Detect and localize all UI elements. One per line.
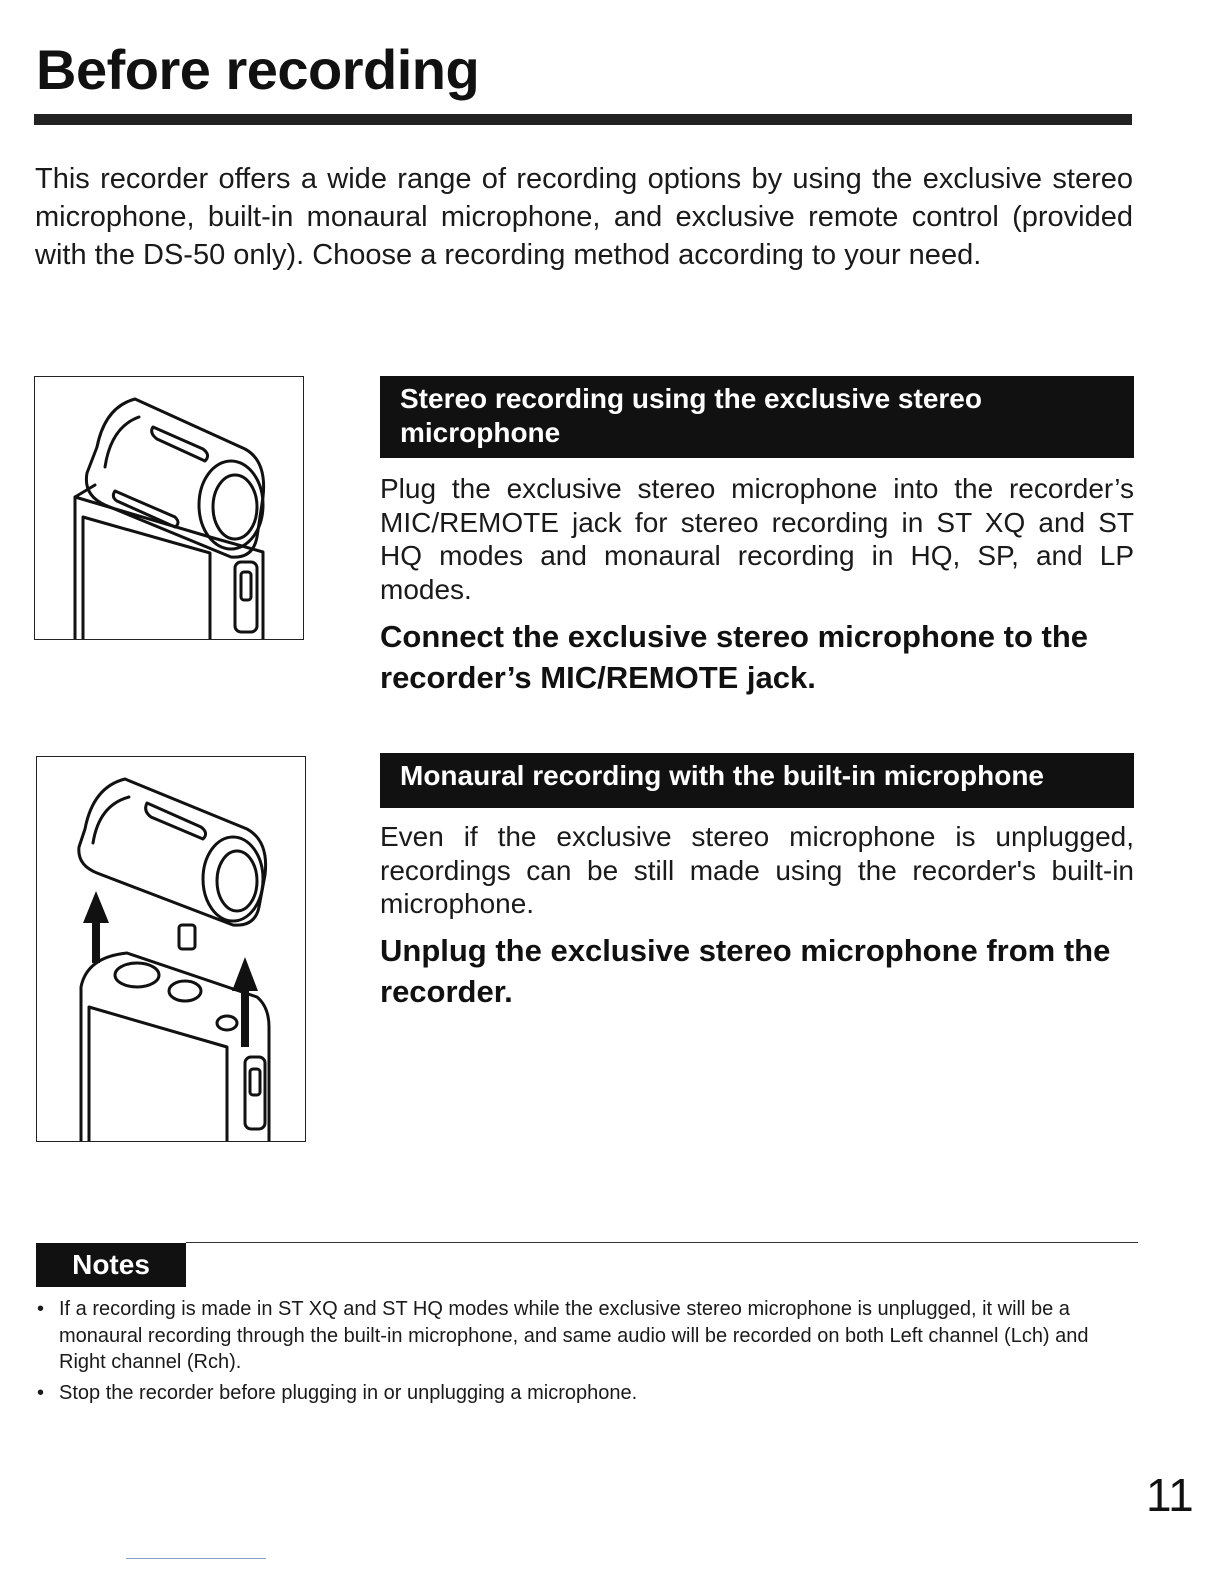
notes-list xyxy=(36,1296,1138,1410)
stereo-mic-attached-illustration xyxy=(34,376,304,640)
page-number: 11 xyxy=(1146,1469,1194,1521)
list-item: • If a recording is made in ST XQ and ST HQ modes while the exclusive stereo microphone is unplugged, it will be a monaural recording through the built-in microphone, and same audio will be recorded on both Left channel (Lch) and Right channel (Rch). xyxy=(36,1296,1138,1376)
section-header-stereo: Stereo recording using the exclusive stereo microphone xyxy=(380,376,1134,458)
stereo-mic-unplugged-illustration xyxy=(36,756,306,1142)
title-rule xyxy=(34,114,1132,125)
notes-rule xyxy=(186,1242,1138,1243)
section-body-stereo: Plug the exclusive stereo microphone into the recorder’s MIC/REMOTE jack for stereo recording in ST XQ and ST HQ modes and monaural recording in HQ, SP, and LP modes. xyxy=(380,473,1134,605)
notes-label: Notes xyxy=(36,1243,186,1287)
instruction-stereo: Connect the exclusive stereo microphone to the recorder’s MIC/REMOTE jack. xyxy=(380,619,1088,695)
footer-mark xyxy=(126,1558,266,1559)
section-body-monaural: Even if the exclusive stereo microphone is unplugged, recordings can be still made using the recorder's built-in microphone. xyxy=(380,821,1134,919)
instruction-monaural: Unplug the exclusive stereo microphone from the recorder. xyxy=(380,933,1111,1009)
list-item: • Stop the recorder before plugging in or unplugging a microphone. xyxy=(36,1380,1138,1407)
section-header-monaural: Monaural recording with the built-in microphone xyxy=(380,753,1134,808)
page-title: Before recording xyxy=(36,38,480,101)
intro-paragraph: This recorder offers a wide range of recording options by using the exclusive stereo microphone, built-in monaural microphone, and exclusive remote control (provided with the DS-50 only). Choose a recording method according to your need. xyxy=(35,163,1133,271)
